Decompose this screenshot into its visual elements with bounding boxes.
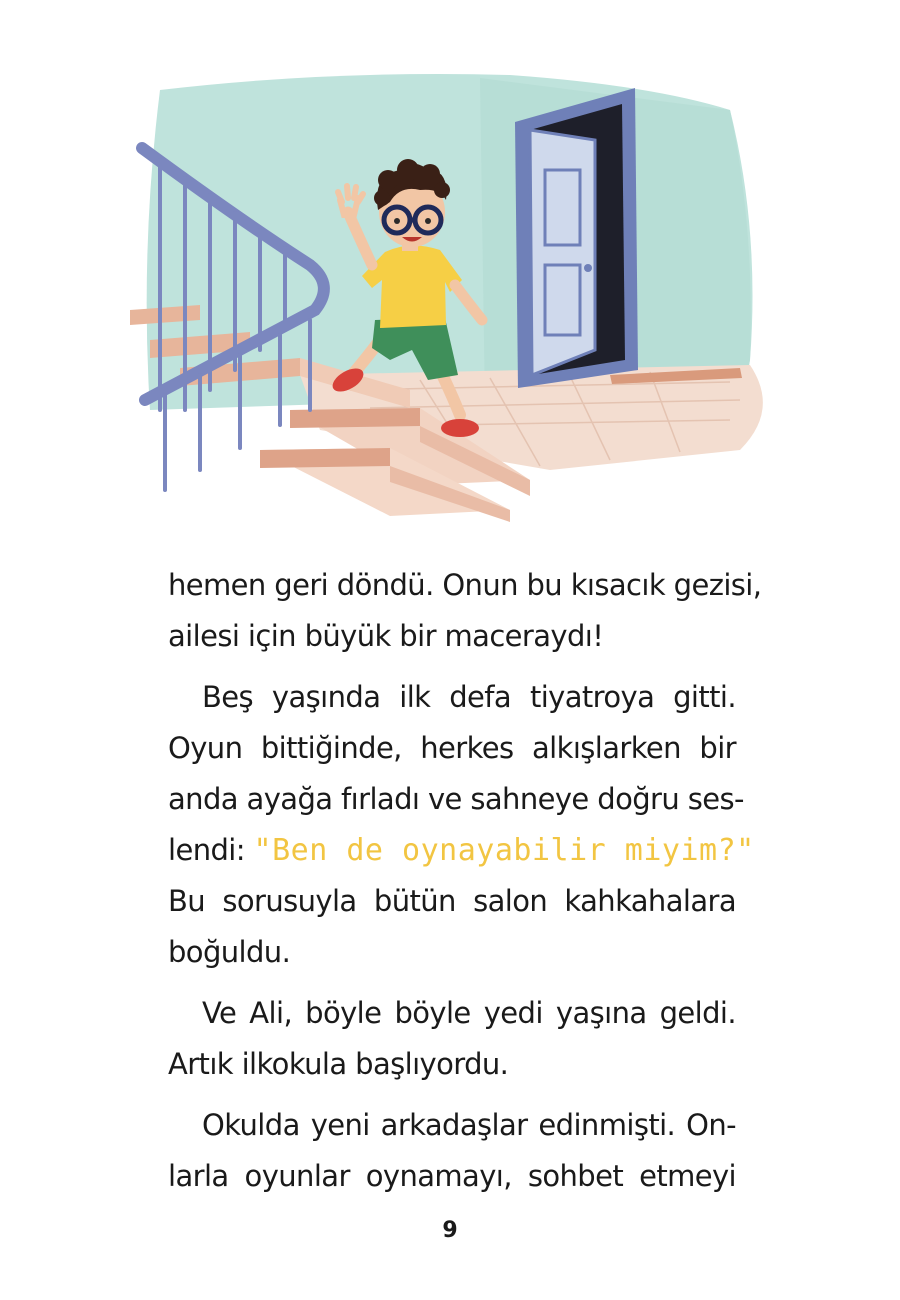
story-line-prefix: lendi: (168, 833, 254, 867)
story-text (168, 560, 762, 1202)
story-line: Bu sorusuyla bütün salon kahkahalara (168, 884, 736, 918)
story-line: hemen geri döndü. Onun bu kısacık gezisi, (168, 568, 762, 602)
door (515, 88, 638, 388)
paragraph-gap (168, 1090, 736, 1100)
story-line: boğuldu. (168, 935, 291, 969)
story-line: Oyun bittiğinde, herkes alkışlarken bir (168, 731, 736, 765)
story-line: Ve Ali, böyle böyle yedi yaşına geldi. (202, 996, 736, 1030)
boy-stairs-illustration (90, 30, 780, 530)
paragraph-gap (168, 662, 736, 672)
story-line: ailesi için büyük bir maceraydı! (168, 619, 604, 653)
story-line: Artık ilkokula başlıyordu. (168, 1047, 509, 1081)
story-line: Beş yaşında ilk defa tiyatroya gitti. (202, 680, 736, 714)
quoted-speech: "Ben de oynayabilir miyim?" (253, 833, 755, 868)
story-line: anda ayağa fırladı ve sahneye doğru ses- (168, 782, 744, 816)
story-line: larla oyunlar oynamayı, sohbet etmeyi (168, 1159, 736, 1193)
page-number: 9 (442, 1218, 458, 1243)
story-line-with-quote (168, 825, 755, 876)
paragraph-gap (168, 978, 736, 988)
story-line: Okulda yeni arkadaşlar edinmişti. On- (202, 1108, 736, 1142)
